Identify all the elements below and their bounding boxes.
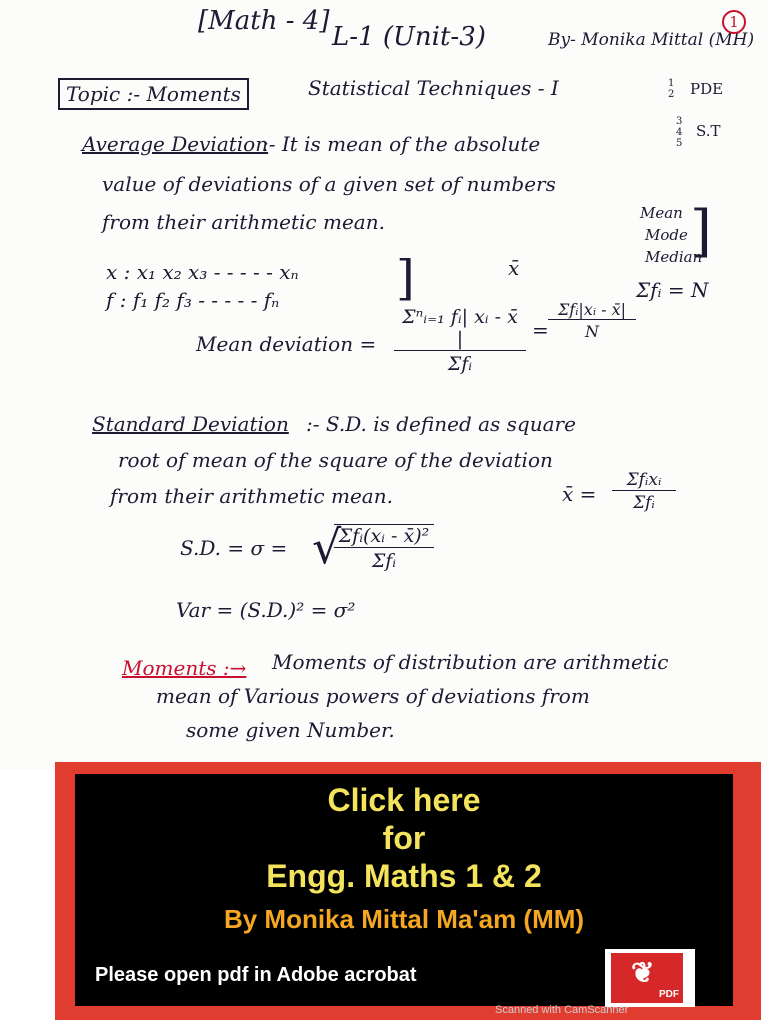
sqrt-symbol: √ (312, 520, 342, 574)
avg-dev-line1: :- It is mean of the absolute (262, 132, 541, 156)
sd-formula-label: S.D. = σ = (180, 536, 288, 560)
xbar-fraction (612, 470, 676, 513)
banner-course-title: Engg. Maths 1 & 2 (266, 858, 542, 894)
pdf-icon-label: PDF (659, 989, 679, 1000)
banner-author: By Monika Mittal Ma'am (MM) (223, 904, 585, 934)
acrobat-glyph-icon: ❦ (631, 957, 655, 988)
md-denominator-2: N (585, 322, 599, 341)
st-index: 3 4 5 (676, 116, 683, 149)
md-numerator-2: Σfᵢ|xᵢ - x̄| (548, 300, 636, 320)
sd-numerator: Σfᵢ(xᵢ - x̄)² (334, 525, 434, 548)
equals-sign: = (532, 318, 549, 342)
avg-dev-line3: from their arithmetic mean. (102, 210, 385, 234)
std-dev-line1: :- S.D. is defined as square (306, 412, 576, 436)
moments-line1: Moments of distribution are arithmetic (272, 650, 669, 674)
std-dev-heading: Standard Deviation (92, 412, 289, 436)
st-note: S.T (696, 122, 721, 140)
x-values-row: x : x₁ x₂ x₃ - - - - - xₙ (106, 260, 299, 284)
banner-open-pdf-note: Please open pdf in Adobe acrobat (95, 964, 417, 986)
topic-box: Topic :- Moments (58, 78, 249, 110)
promo-banner[interactable] (55, 762, 761, 1020)
pde-index: 1 2 (668, 78, 675, 100)
xf-brace: ] (396, 250, 415, 306)
scanner-watermark: Scanned with CamScanner (495, 1004, 629, 1016)
pde-note: PDE (690, 80, 724, 98)
variance-formula: Var = (S.D.)² = σ² (176, 598, 356, 622)
moments-line3: some given Number. (186, 718, 395, 742)
mean-deviation-fraction-2 (548, 300, 636, 341)
moments-heading: Moments :→ (122, 656, 247, 680)
sum-f-equals-n: Σfᵢ = N (636, 278, 709, 302)
xbar-formula-label: x̄ = (562, 482, 597, 506)
xbar-denominator: Σfᵢ (633, 493, 655, 513)
subject-label: [Math - 4] (198, 6, 330, 36)
median-note: Median (645, 248, 703, 266)
promo-banner-inner[interactable] (75, 774, 733, 1006)
topic-title: Statistical Techniques - I (308, 76, 559, 100)
sd-denominator: Σfᵢ (371, 550, 397, 572)
lecture-label: L-1 (Unit-3) (332, 22, 486, 52)
banner-for: for (382, 820, 426, 856)
md-denominator: Σfᵢ (447, 353, 473, 375)
page-number-badge: 1 (722, 10, 746, 34)
md-numerator: Σⁿᵢ₌₁ fᵢ| xᵢ - x̄ | (394, 306, 526, 351)
sd-fraction (334, 524, 434, 572)
pdf-icon-body (611, 953, 683, 1003)
mean-deviation-fraction (394, 306, 526, 375)
avg-dev-line2: value of deviations of a given set of numbers (102, 172, 556, 196)
xbar-numerator: Σfᵢxᵢ (612, 470, 676, 491)
mean-deviation-label: Mean deviation = (196, 332, 377, 356)
f-values-row: f : f₁ f₂ f₃ - - - - - fₙ (106, 288, 280, 312)
author-label: By- Monika Mittal (MH) (548, 30, 755, 50)
avg-dev-heading: Average Deviation (82, 132, 269, 156)
pdf-icon[interactable] (605, 949, 695, 1007)
xbar-label: x̄ (508, 256, 520, 280)
mean-note: Mean (640, 204, 683, 222)
moments-line2: mean of Various powers of deviations from (156, 684, 590, 708)
mode-note: Mode (645, 226, 688, 244)
banner-click-here[interactable]: Click here (327, 782, 481, 818)
std-dev-line2: root of mean of the square of the deviation (118, 448, 553, 472)
std-dev-line3: from their arithmetic mean. (110, 484, 393, 508)
mmm-brace: ] (690, 199, 712, 264)
